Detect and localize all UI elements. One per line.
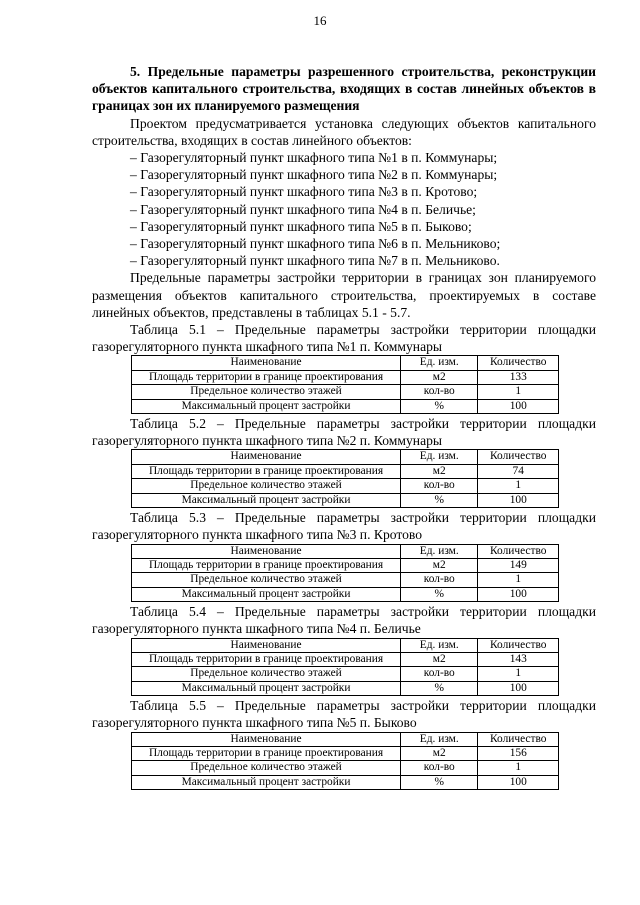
table-cell: 100 [478, 399, 559, 413]
table-header-row [132, 638, 559, 652]
table-row [132, 399, 559, 413]
table-cell: кол-во [401, 573, 478, 587]
table-header-row [132, 732, 559, 746]
column-header: Количество [478, 544, 559, 558]
parameters-table [131, 355, 559, 414]
table-cell: Площадь территории в границе проектирования [132, 558, 401, 572]
column-header: Количество [478, 356, 559, 370]
table-cell: 100 [478, 587, 559, 601]
table-cell: Предельное количество этажей [132, 573, 401, 587]
table-cell: Максимальный процент застройки [132, 587, 401, 601]
table-row [132, 681, 559, 695]
table-cell: % [401, 587, 478, 601]
table-caption: Таблица 5.1 – Предельные параметры застройки территории площадки газорегуляторного пункта шкафного типа №1 п. Коммунары [92, 322, 596, 355]
column-header: Наименование [132, 638, 401, 652]
table-cell: 1 [478, 667, 559, 681]
table-cell: Максимальный процент застройки [132, 681, 401, 695]
table-cell: Площадь территории в границе проектирования [132, 652, 401, 666]
table-cell: Максимальный процент застройки [132, 775, 401, 789]
table-cell: кол-во [401, 385, 478, 399]
table-cell: Площадь территории в границе проектирования [132, 370, 401, 384]
table-cell: 74 [478, 464, 559, 478]
page-number: 16 [313, 13, 327, 28]
table-header-row [132, 450, 559, 464]
column-header: Количество [478, 732, 559, 746]
list-item: – Газорегуляторный пункт шкафного типа №1 в п. Коммунары; [130, 150, 498, 166]
table-row [132, 479, 559, 493]
table-cell: 156 [478, 746, 559, 760]
table-caption: Таблица 5.5 – Предельные параметры застройки территории площадки газорегуляторного пункта шкафного типа №5 п. Быково [92, 698, 596, 731]
summary-paragraph: Предельные параметры застройки территории в границах зон планируемого размещения объектов капитального строительства, проектируемых в составе линейных объектов, представлены в таблицах 5.1 - 5.7. [92, 270, 596, 320]
parameters-table [131, 732, 559, 791]
column-header: Наименование [132, 732, 401, 746]
table-cell: м2 [401, 652, 478, 666]
table-cell: 100 [478, 775, 559, 789]
table-cell: кол-во [401, 479, 478, 493]
table-cell: % [401, 681, 478, 695]
parameters-table [131, 544, 559, 603]
table-cell: 133 [478, 370, 559, 384]
table-cell: Предельное количество этажей [132, 479, 401, 493]
list-item: – Газорегуляторный пункт шкафного типа №3 в п. Кротово; [130, 184, 478, 200]
table-cell: м2 [401, 464, 478, 478]
table-row [132, 370, 559, 384]
table-cell: Площадь территории в границе проектирования [132, 464, 401, 478]
table-row [132, 493, 559, 507]
table-cell: Максимальный процент застройки [132, 399, 401, 413]
column-header: Наименование [132, 544, 401, 558]
section-heading: 5. Предельные параметры разрешенного строительства, реконструкции объектов капитального строительства, входящих в состав линейных объектов в границах зон их планируемого размещения [92, 64, 596, 114]
table-cell: 100 [478, 681, 559, 695]
list-item: – Газорегуляторный пункт шкафного типа №5 в п. Быково; [130, 218, 472, 234]
table-cell: Предельное количество этажей [132, 385, 401, 399]
table-header-row [132, 544, 559, 558]
parameters-table [131, 638, 559, 697]
column-header: Наименование [132, 450, 401, 464]
table-cell: 100 [478, 493, 559, 507]
table-cell: м2 [401, 558, 478, 572]
table-cell: кол-во [401, 761, 478, 775]
table-row [132, 385, 559, 399]
table-cell: 149 [478, 558, 559, 572]
table-row [132, 667, 559, 681]
table-cell: % [401, 775, 478, 789]
table-row [132, 573, 559, 587]
column-header: Количество [478, 450, 559, 464]
table-row [132, 761, 559, 775]
tables-container [92, 321, 596, 790]
list-item: – Газорегуляторный пункт шкафного типа №4 в п. Беличье; [130, 201, 476, 217]
intro-paragraph: Проектом предусматривается установка следующих объектов капитального строительства, входящих в состав линейного объектов: [92, 115, 596, 148]
table-cell: 143 [478, 652, 559, 666]
table-cell: 1 [478, 761, 559, 775]
table-cell: Предельное количество этажей [132, 761, 401, 775]
table-cell: кол-во [401, 667, 478, 681]
list-item: – Газорегуляторный пункт шкафного типа №6 в п. Мельниково; [130, 236, 501, 252]
column-header: Ед. изм. [401, 638, 478, 652]
list-item: – Газорегуляторный пункт шкафного типа №7 в п. Мельниково. [130, 253, 500, 269]
table-cell: Предельное количество этажей [132, 667, 401, 681]
column-header: Ед. изм. [401, 544, 478, 558]
table-cell: м2 [401, 370, 478, 384]
table-cell: 1 [478, 479, 559, 493]
table-caption: Таблица 5.4 – Предельные параметры застройки территории площадки газорегуляторного пункта шкафного типа №4 п. Беличье [92, 604, 596, 637]
column-header: Количество [478, 638, 559, 652]
table-row [132, 652, 559, 666]
parameters-table [131, 449, 559, 508]
table-row [132, 464, 559, 478]
table-row [132, 746, 559, 760]
table-caption: Таблица 5.2 – Предельные параметры застройки территории площадки газорегуляторного пункта шкафного типа №2 п. Коммунары [92, 416, 596, 449]
column-header: Ед. изм. [401, 732, 478, 746]
column-header: Ед. изм. [401, 450, 478, 464]
table-cell: Площадь территории в границе проектирования [132, 746, 401, 760]
table-cell: % [401, 399, 478, 413]
table-cell: 1 [478, 385, 559, 399]
document-body [92, 63, 596, 791]
table-header-row [132, 356, 559, 370]
column-header: Ед. изм. [401, 356, 478, 370]
table-caption: Таблица 5.3 – Предельные параметры застройки территории площадки газорегуляторного пункта шкафного типа №3 п. Кротово [92, 510, 596, 543]
table-row [132, 558, 559, 572]
table-row [132, 775, 559, 789]
table-cell: % [401, 493, 478, 507]
object-list [92, 149, 596, 269]
table-cell: м2 [401, 746, 478, 760]
table-row [132, 587, 559, 601]
column-header: Наименование [132, 356, 401, 370]
table-cell: Максимальный процент застройки [132, 493, 401, 507]
table-cell: 1 [478, 573, 559, 587]
list-item: – Газорегуляторный пункт шкафного типа №2 в п. Коммунары; [130, 167, 498, 183]
